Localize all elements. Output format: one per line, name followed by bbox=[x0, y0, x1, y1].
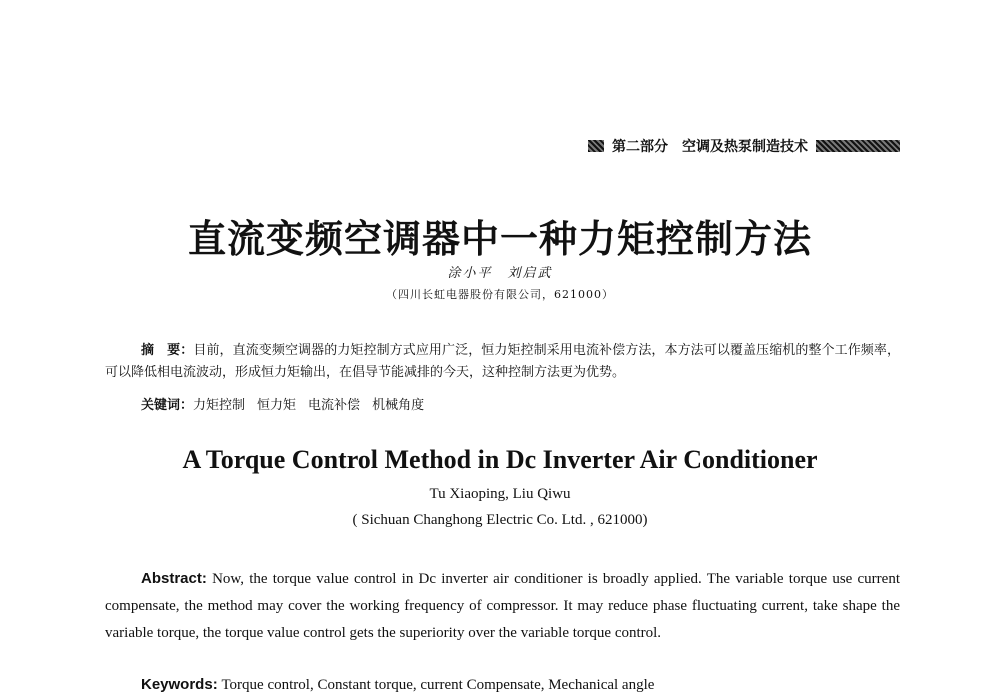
en-keywords bbox=[141, 676, 654, 694]
cn-keyword: 电流补偿 bbox=[308, 398, 361, 413]
cn-abstract-text: 目前，直流变频空调器的力矩控制方式应用广泛，恒力矩控制采用电流补偿方法，本方法可以覆盖压缩机的整个工作频率，可以降低相电流波动，形成恒力矩输出，在倡导节能减排的今天，这种控制方法更为优势。 bbox=[105, 343, 900, 380]
cn-keyword: 力矩控制 bbox=[193, 398, 246, 413]
en-affiliation: ( Sichuan Changhong Electric Co. Ltd. , 621000) bbox=[352, 512, 648, 528]
en-authors: Tu Xiaoping, Liu Qiwu bbox=[429, 486, 571, 502]
header-hatch-left bbox=[588, 140, 604, 152]
cn-title: 直流变频空调器中一种力矩控制方法 bbox=[187, 216, 812, 261]
section-topic: 空调及热泵制造技术 bbox=[682, 139, 808, 155]
cn-abstract bbox=[105, 340, 900, 384]
cn-affiliation: （四川长虹电器股份有限公司，621000） bbox=[386, 288, 614, 301]
section-label: 第二部分 bbox=[612, 139, 668, 155]
en-abstract bbox=[105, 565, 900, 647]
en-title: A Torque Control Method in Dc Inverter Air Conditioner bbox=[182, 445, 818, 474]
en-abstract-label: Abstract: bbox=[141, 570, 207, 587]
cn-keywords bbox=[141, 394, 436, 413]
en-keywords-text: Torque control, Constant torque, current Compensate, Mechanical angle bbox=[221, 677, 655, 693]
en-abstract-text: Now, the torque value control in Dc inverter air conditioner is broadly applied. The variable torque use current compensate, the method may cover the working frequency of compressor. It may reduce phase fluctuating current, take shape the variable torque, the torque value control gets the superiority over the variable torque control. bbox=[105, 571, 900, 641]
cn-keyword: 机械角度 bbox=[372, 398, 425, 413]
cn-keyword: 恒力矩 bbox=[257, 398, 297, 413]
section-header bbox=[588, 136, 900, 156]
cn-authors: 涂小平 刘启武 bbox=[447, 266, 553, 281]
header-hatch-right bbox=[816, 140, 900, 152]
cn-abstract-label: 摘 要： bbox=[141, 343, 194, 358]
cn-keywords-label: 关键词： bbox=[141, 398, 194, 413]
en-keywords-label: Keywords: bbox=[141, 676, 218, 693]
